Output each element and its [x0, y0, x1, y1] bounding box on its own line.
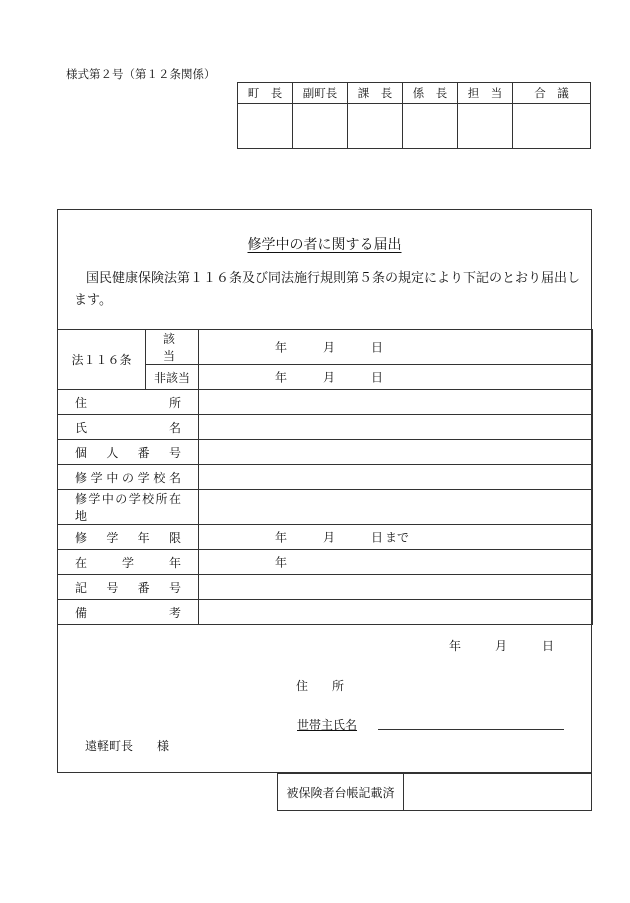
symbol-number-field[interactable] — [199, 575, 593, 600]
study-period-year-unit: 年 — [275, 530, 288, 545]
register-stamp-field[interactable] — [404, 774, 592, 811]
approval-stamp-deputy-mayor[interactable] — [293, 104, 348, 149]
applicable-date-field[interactable] — [199, 330, 593, 365]
approval-stamp-section-chief[interactable] — [348, 104, 403, 149]
not-applicable-month-unit: 月 — [323, 370, 336, 385]
symbol-number-row — [58, 575, 593, 600]
approval-stamp-table — [237, 82, 591, 149]
form-number: 様式第２号（第１２条関係） — [66, 67, 216, 81]
school-address-field[interactable] — [199, 490, 593, 525]
name-field[interactable] — [199, 415, 593, 440]
not-applicable-date-field[interactable] — [199, 365, 593, 390]
submission-day-unit: 日 — [542, 639, 555, 653]
address-field[interactable] — [199, 390, 593, 415]
approval-stamp-staff[interactable] — [458, 104, 513, 149]
remarks-label: 備考 — [58, 600, 199, 625]
study-period-field[interactable] — [199, 525, 593, 550]
intro-text: 国民健康保険法第１１６条及び同法施行規則第５条の規定により下記のとおり届出します。 — [74, 271, 581, 308]
personal-number-row — [58, 440, 593, 465]
address-label: 住所 — [58, 390, 199, 415]
addressee: 遠軽町長 様 — [85, 739, 170, 753]
school-name-field[interactable] — [199, 465, 593, 490]
householder-name-line[interactable] — [378, 729, 564, 730]
applicable-year-unit: 年 — [275, 340, 288, 355]
householder-name-label: 世帯主氏名 — [297, 718, 358, 732]
approval-stamp-consultation[interactable] — [513, 104, 591, 149]
approval-header-consultation: 合 議 — [513, 83, 591, 104]
personal-number-label: 個人番号 — [58, 440, 199, 465]
submitter-address-label: 住 所 — [296, 679, 345, 693]
school-address-row — [58, 490, 593, 525]
grade-field[interactable] — [199, 550, 593, 575]
applicable-label: 該当 — [146, 330, 199, 365]
submission-month-unit: 月 — [495, 639, 508, 653]
school-name-label: 修学中の学校名 — [58, 465, 199, 490]
name-label: 氏名 — [58, 415, 199, 440]
form-fields-table — [57, 329, 593, 625]
symbol-number-label: 記号番号 — [58, 575, 199, 600]
approval-stamp-mayor[interactable] — [238, 104, 293, 149]
register-label: 被保険者台帳記載済 — [278, 774, 404, 811]
form-title-text: 修学中の者に関する届出 — [247, 237, 402, 253]
approval-header-mayor: 町 長 — [238, 83, 293, 104]
school-name-row — [58, 465, 593, 490]
approval-header-staff: 担 当 — [458, 83, 513, 104]
personal-number-field[interactable] — [199, 440, 593, 465]
name-row — [58, 415, 593, 440]
grade-year-unit: 年 — [275, 555, 288, 570]
form-title — [58, 234, 591, 254]
address-row — [58, 390, 593, 415]
study-period-label: 修学年限 — [58, 525, 199, 550]
remarks-field[interactable] — [199, 600, 593, 625]
register-table — [277, 773, 592, 811]
applicable-month-unit: 月 — [323, 340, 336, 355]
law-section-label: 法１１６条 — [58, 330, 146, 390]
school-address-label: 修学中の学校所在地 — [58, 490, 199, 525]
not-applicable-day-unit: 日 — [371, 370, 384, 385]
study-period-row — [58, 525, 593, 550]
study-period-until: まで — [385, 530, 410, 545]
remarks-row — [58, 600, 593, 625]
not-applicable-year-unit: 年 — [275, 370, 288, 385]
study-period-day-unit: 日 — [371, 530, 384, 545]
not-applicable-label: 非該当 — [146, 365, 199, 390]
grade-label: 在学年 — [58, 550, 199, 575]
submission-year-unit: 年 — [449, 639, 462, 653]
study-period-month-unit: 月 — [323, 530, 336, 545]
approval-header-deputy-mayor: 副町長 — [293, 83, 348, 104]
applicable-day-unit: 日 — [371, 340, 384, 355]
approval-header-section-chief: 課 長 — [348, 83, 403, 104]
approval-header-subsection-chief: 係 長 — [403, 83, 458, 104]
law-applicable-row — [58, 330, 593, 365]
approval-stamp-subsection-chief[interactable] — [403, 104, 458, 149]
grade-row — [58, 550, 593, 575]
